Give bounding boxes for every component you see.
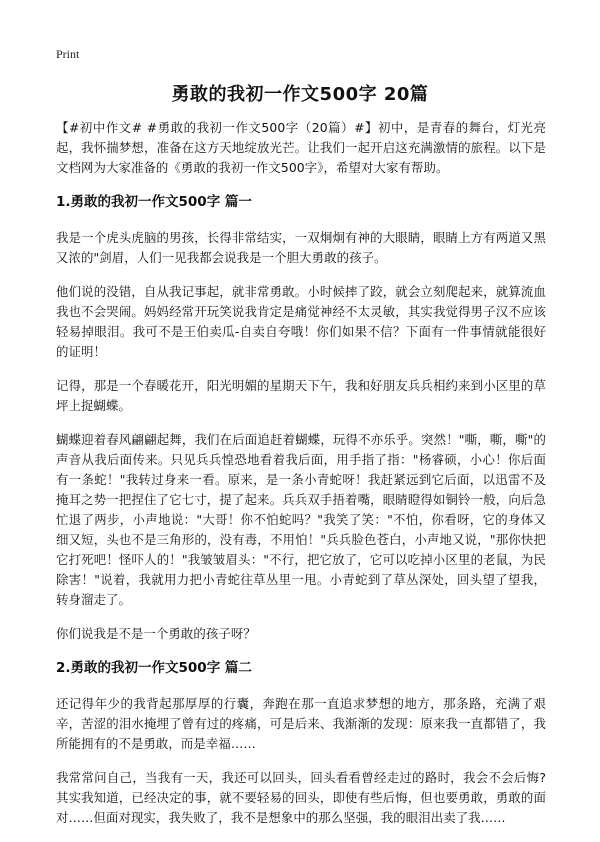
body-paragraph: 我是一个虎头虎脑的男孩，长得非常结实，一双炯炯有神的大眼睛，眼睛上方有两道又黑又浓的"剑眉，人们一见我都会说我是一个胆大勇敢的孩子。 bbox=[56, 230, 546, 265]
body-paragraph: 还记得年少的我背起那厚厚的行囊，奔跑在那一直追求梦想的地方，那条路，充满了艰辛，苦涩的泪水掩埋了曾有过的疼痛，可是后来、我渐渐的发现：原来我一直都错了，我所能拥有的不是勇敢，而是幸福…… bbox=[56, 696, 546, 751]
body-paragraph: 你们说我是不是一个勇敢的孩子呀？ bbox=[56, 626, 256, 641]
print-label: Print bbox=[56, 47, 80, 61]
body-paragraph: 我常常问自己，当我有一天，我还可以回头，回头看看曾经走过的路时，我会不会后悔?其实我知道，已经决定的事，就不要轻易的回头，即使有些后悔，但也要勇敢，勇敢的面对……但面对现实，我失败了，我不是想象中的那么坚强，我的眼泪出卖了我…… bbox=[56, 770, 546, 825]
document-title: 勇敢的我初一作文500字 20篇 bbox=[171, 84, 429, 105]
document-body bbox=[56, 118, 546, 842]
body-paragraph: 记得，那是一个春暖花开，阳光明媚的星期天下午，我和好朋友兵兵相约来到小区里的草坪上捉蝴蝶。 bbox=[56, 378, 546, 413]
section-heading: 1.勇敢的我初一作文500字 篇一 bbox=[56, 194, 252, 210]
section-2 bbox=[56, 658, 546, 828]
intro-paragraph: 【#初中作文# #勇敢的我初一作文500字（20篇）#】初中，是青春的舞台，灯光亮起，我怀揣梦想，准备在这方天地绽放光芒。让我们一起开启这充满激情的旅程。以下是文档网为大家准备的《勇敢的我初一作文500字》，希望对大家有帮助。 bbox=[56, 120, 546, 175]
body-paragraph: 蝴蝶迎着春风翩翩起舞，我们在后面追赶着蝴蝶，玩得不亦乐乎。突然！"嘶，嘶，嘶"的声音从我后面传来。只见兵兵惶恐地看着我后面，用手指了指："杨睿硕，小心！你后面有一条蛇！"我转过身来一看。原来，是一条小青蛇呀！我赶紧远到它后面，以迅雷不及掩耳之势一把捏住了它七寸，提了起来。兵兵双手捂着嘴，眼睛瞪得如铜铃一般，向后急忙退了两步，小声地说："大哥！你不怕蛇吗？"我笑了笑："不怕，你看呀，它的身体又细又短，头也不是三角形的，没有毒，不用怕！"兵兵脸色苍白，小声地又说，"那你快把它打死吧！怪吓人的！"我皱皱眉头："不行，把它放了，它可以吃掉小区里的老鼠，为民除害！"说着，我就用力把小青蛇往草丛里一甩。小青蛇到了草丛深处，回头望了望我，转身溜走了。 bbox=[56, 432, 546, 607]
body-paragraph: 他们说的没错，自从我记事起，就非常勇敢。小时候摔了跤，就会立刻爬起来，就算流血我也不会哭闹。妈妈经常开玩笑说我肯定是痛觉神经不太灵敏，其实我觉得男子汉不应该轻易掉眼泪。我可不是王伯卖瓜-自卖自夸哦！你们如果不信？下面有一件事情就能很好的证明！ bbox=[56, 284, 546, 359]
section-heading: 2.勇敢的我初一作文500字 篇二 bbox=[56, 660, 252, 676]
section-1 bbox=[56, 192, 546, 644]
